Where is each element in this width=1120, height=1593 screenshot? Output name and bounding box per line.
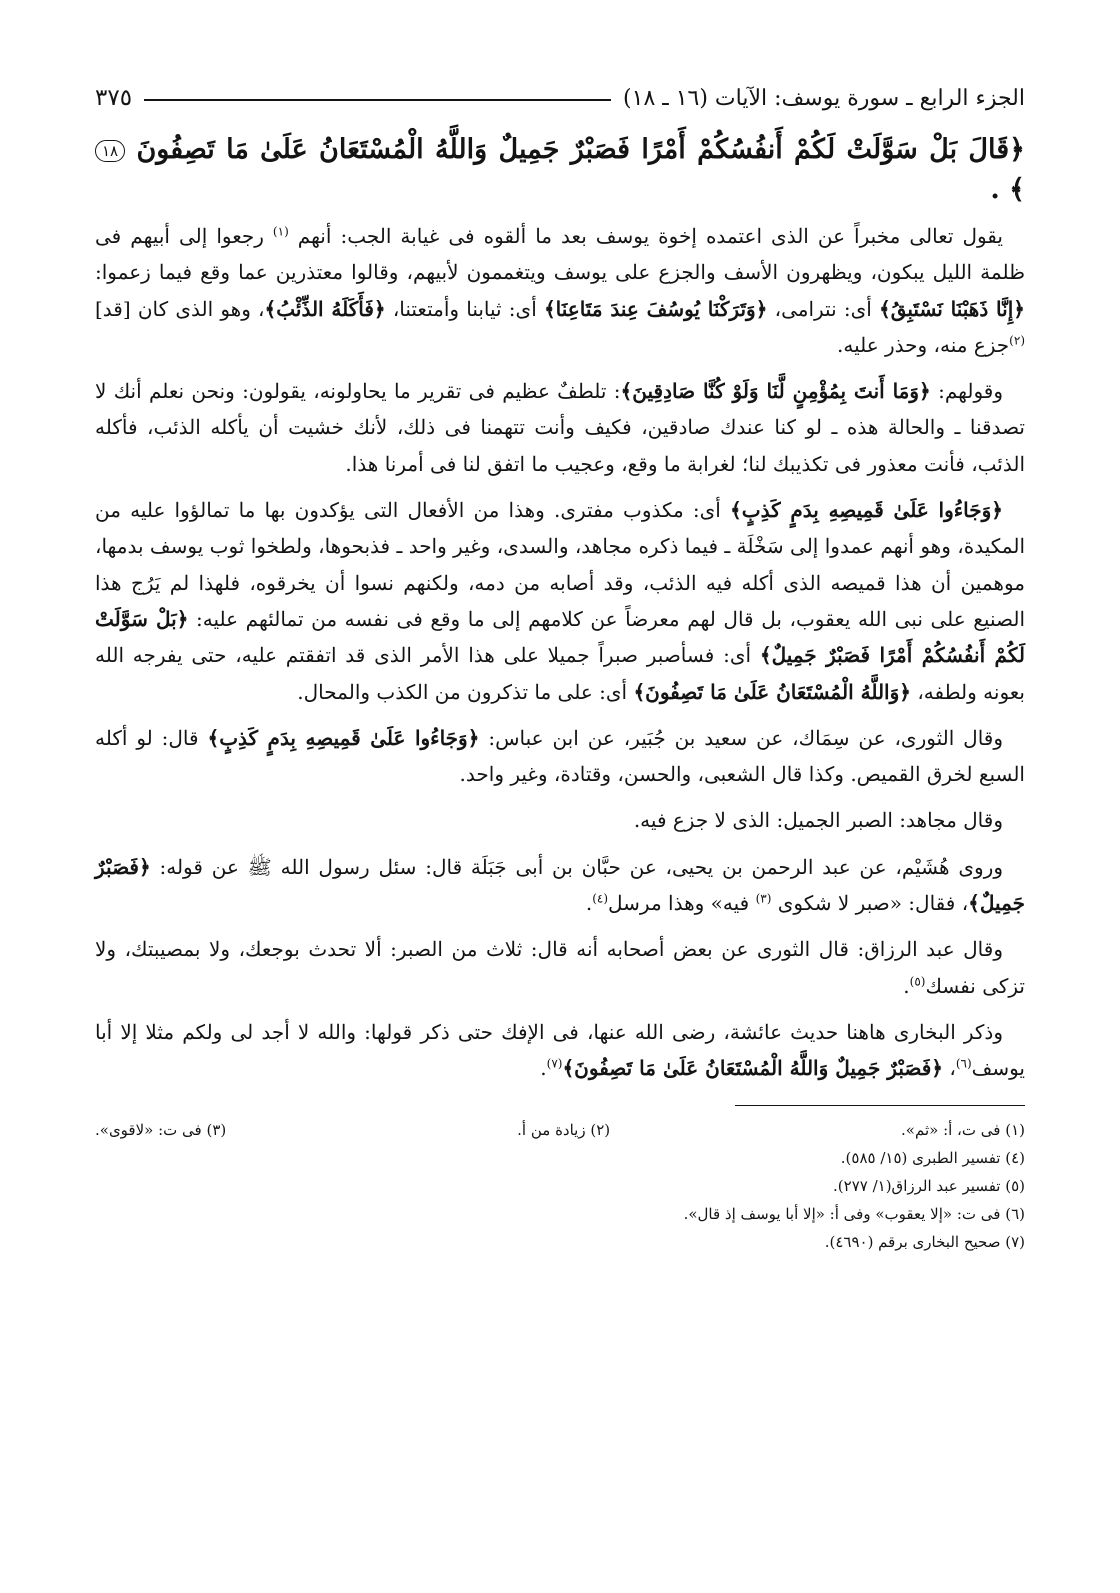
- page-number: ٣٧٥: [95, 85, 133, 111]
- footnote-row: [95, 1116, 1025, 1144]
- commentary-paragraph: [95, 720, 1025, 793]
- footnote-4: (٤) تفسير الطبرى (١٥/ ٥٨٥).: [840, 1148, 1025, 1167]
- footnotes: [95, 1116, 1025, 1256]
- ayah-number-badge: ١٨: [95, 140, 125, 162]
- footnote-divider: [735, 1105, 1025, 1106]
- book-page: [95, 80, 1025, 1533]
- quran-quote: ﴿إِنَّا ذَهَبْنَا نَسْتَبِقُ﴾: [878, 296, 1025, 321]
- footnote-ref: (٣): [755, 891, 772, 906]
- verse-open-bracket: ﴿: [1009, 134, 1025, 165]
- paragraph-text: وذكر البخارى هاهنا حديث عائشة، رضى الله عنها، فى الإفك حتى ذكر قولها: والله لا أجد لى ولكم مثلا إلا أبا يوسف: [95, 1019, 1025, 1081]
- footnote-3: (٣) فى ت: «لاقوى».: [95, 1120, 227, 1139]
- paragraph-text: وروى هُشَيْم، عن عبد الرحمن بن يحيى، عن حبَّان بن أبى جَبَلَة قال: سئل رسول الله ﷺ عن قوله:: [150, 854, 1003, 879]
- verse-text: قَالَ بَلْ سَوَّلَتْ لَكُمْ أَنفُسُكُمْ أَمْرًا فَصَبْرٌ جَمِيلٌ وَاللَّهُ الْمُسْتَعَانُ عَلَىٰ مَا تَصِفُونَ: [136, 134, 1010, 165]
- footnote-2: (٢) زيادة من أ.: [517, 1120, 611, 1139]
- paragraph-text: فيه» وهذا مرسل: [608, 891, 756, 916]
- paragraph-text: جزع منه، وحذر عليه.: [836, 332, 1010, 357]
- paragraph-text: ، وهو الذى كان [قد]: [95, 296, 265, 321]
- commentary-paragraph: [95, 802, 1025, 838]
- quran-quote: ﴿بَلْ سَوَّلَتْ لَكُمْ أَنفُسُكُمْ أَمْرًا فَصَبْرٌ جَمِيلٌ﴾: [95, 606, 1025, 668]
- quran-quote: ﴿وَمَا أَنتَ بِمُؤْمِنٍ لَّنَا وَلَوْ كُنَّا صَادِقِينَ﴾: [620, 379, 931, 404]
- header-rule: [144, 99, 611, 101]
- paragraph-text: ، فقال: «صبر لا شكوى: [771, 891, 969, 916]
- quran-quote: ﴿وَجَاءُوا عَلَىٰ قَمِيصِهِ بِدَمٍ كَذِبٍ﴾: [730, 498, 1003, 523]
- commentary-paragraph: [95, 931, 1025, 1004]
- commentary-paragraph: [95, 218, 1025, 363]
- footnote-ref: (٦): [955, 1056, 972, 1071]
- paragraph-text: أى: ثيابنا وأمتعتنا،: [385, 296, 544, 321]
- quran-quote: ﴿فَصَبْرٌ جَمِيلٌ وَاللَّهُ الْمُسْتَعَانُ عَلَىٰ مَا تَصِفُونَ﴾: [562, 1056, 943, 1081]
- paragraph-text: أى: نترامى،: [767, 296, 879, 321]
- footnote-6: (٦) فى ت: «إلا يعقوب» وفى أ: «إلا أبا يوسف إذ قال».: [683, 1204, 1025, 1223]
- paragraph-text: قال: لو أكله السبع لخرق القميص. وكذا قال الشعبى، والحسن، وقتادة، وغير واحد.: [95, 725, 1025, 787]
- commentary-paragraph: [95, 373, 1025, 482]
- paragraph-text: يقول تعالى مخبراً عن الذى اعتمده إخوة يوسف بعد ما ألقوه فى غيابة الجب: أنهم: [288, 224, 1003, 248]
- paragraph-text: : تلطفٌ عظيم فى تقرير ما يحاولونه، يقولون: ونحن نعلم أنك لا تصدقنا ـ والحالة هذه ـ لو كنا عندك صادقين، فكيف وأنت تتهمنا فى ذلك، لأنك خشيت أن يأكله الذئب، فأكله الذئب، فأنت معذور فى تكذيبك لنا؛ لغرابة ما وقع، وعجيب ما اتفق لنا فى أمرنا هذا.: [95, 379, 1025, 476]
- paragraph-text: .: [540, 1056, 547, 1081]
- page-header: [95, 80, 1025, 116]
- footnote-ref: (٧): [546, 1056, 563, 1071]
- paragraph-text: وقال عبد الرزاق: قال الثورى عن بعض أصحابه أنه قال: ثلاث من الصبر: ألا تحدث بوجعك، ولا بمصيبتك، ولا تزكى نفسك: [95, 937, 1025, 998]
- paragraph-text: أى: مكذوب مفترى. وهذا من الأفعال التى يؤكدون بها ما تمالؤوا عليه من المكيدة، وهو أنهم عمدوا إلى سَخْلَة ـ فيما ذكره مجاهد، والسدى، وغير واحد ـ فذبحوها، ولطخوا ثوب يوسف بدمها، موهمين أن هذا قميصه الذى أكله فيه الذئب، وقد أصابه من دمه، ولكنهم نسوا أن يخرقوه، فلهذا لم يَرُج هذا الصنيع على نبى الله يعقوب، بل قال لهم معرضاً عن كلامهم إلى ما وقع فى نفسه من تمالئهم عليه:: [95, 498, 1026, 631]
- paragraph-text: وقال الثورى، عن سِمَاك، عن سعيد بن جُبَير، عن ابن عباس:: [479, 725, 1004, 750]
- commentary-paragraph: [95, 492, 1025, 710]
- paragraph-text: وقال مجاهد: الصبر الجميل: الذى لا جزع فيه.: [633, 808, 1003, 833]
- paragraph-text: أى: فسأصبر صبراً جميلا على هذا الأمر الذى قد اتفقتم عليه، حتى يفرجه الله بعونه ولطفه،: [95, 643, 1025, 704]
- commentary-paragraph: [95, 1014, 1025, 1087]
- paragraph-text: .: [903, 973, 910, 998]
- footnote-1: (١) فى ت، أ: «ثم».: [901, 1120, 1025, 1139]
- running-head: الجزء الرابع ـ سورة يوسف: الآيات (١٦ ـ ١٨): [623, 85, 1025, 111]
- quran-quote: ﴿وَتَرَكْنَا يُوسُفَ عِندَ مَتَاعِنَا﴾: [543, 296, 768, 321]
- quran-quote: ﴿فَأَكَلَهُ الذِّئْبُ﴾: [264, 296, 386, 321]
- commentary-paragraph: [95, 849, 1025, 922]
- paragraph-text: وقولهم:: [930, 379, 1003, 404]
- paragraph-text: رجعوا إلى أبيهم فى ظلمة الليل يبكون، ويظهرون الأسف والجزع على يوسف ويتغممون لأبيهم، وقالوا معتذرين عما وقع فيما زعموا:: [95, 224, 1025, 285]
- quran-quote: ﴿فَصَبْرٌ جَمِيلٌ﴾: [95, 854, 1025, 916]
- quran-quote: ﴿وَاللَّهُ الْمُسْتَعَانُ عَلَىٰ مَا تَصِفُونَ﴾: [633, 679, 911, 704]
- footnote-ref: (١): [272, 224, 289, 239]
- footnote-ref: (٢): [1009, 333, 1025, 348]
- footnote-ref: (٥): [909, 973, 926, 988]
- paragraph-text: أى: على ما تذكرون من الكذب والمحال.: [297, 679, 634, 704]
- footnote-5: (٥) تفسير عبد الرزاق(١/ ٢٧٧).: [833, 1176, 1025, 1195]
- paragraph-text: .: [585, 891, 593, 916]
- commentary-body: [95, 218, 1025, 1087]
- quran-quote: ﴿وَجَاءُوا عَلَىٰ قَمِيصِهِ بِدَمٍ كَذِبٍ﴾: [207, 725, 480, 750]
- paragraph-text: ،: [943, 1056, 956, 1081]
- footnote-7: (٧) صحيح البخارى برقم (٤٦٩٠).: [824, 1232, 1025, 1251]
- quran-verse: [95, 130, 1025, 210]
- verse-close-bracket: ﴾ .: [990, 174, 1025, 205]
- footnote-ref: (٤): [592, 891, 609, 906]
